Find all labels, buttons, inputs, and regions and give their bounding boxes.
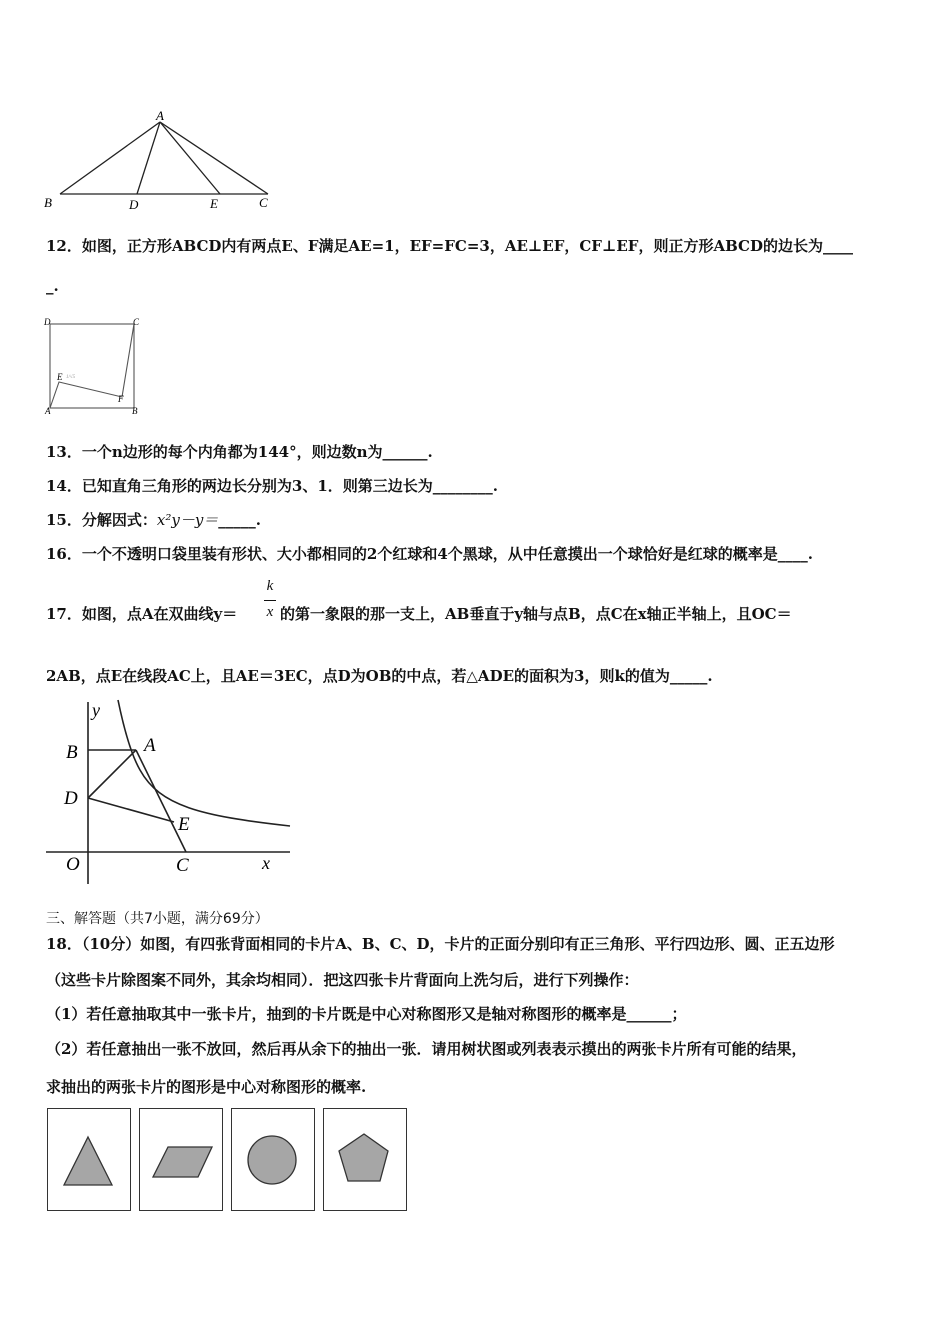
section-heading: 三、解答题（共7小题，满分69分） [46, 911, 269, 927]
question-18-line4: （2）若任意抽出一张不放回，然后再从余下的抽出一张．请用树状图或列表表示摸出的两张卡片所有可能的结果， [46, 1040, 807, 1058]
label-b: B [66, 742, 78, 763]
square-figure [40, 314, 150, 420]
parallelogram-icon [140, 1109, 222, 1210]
fraction-denominator: x [266, 604, 274, 620]
question-12-line2: _. [46, 277, 59, 295]
label-f: F [118, 394, 124, 404]
label-a: A [156, 108, 164, 123]
question-15-blank: _____. [218, 511, 262, 529]
label-o: O [66, 854, 80, 875]
question-18-line3: （1）若任意抽取其中一张卡片，抽到的卡片既是中心对称图形又是轴对称图形的概率是______； [46, 1005, 687, 1023]
label-e: E [178, 814, 190, 835]
pentagon-icon [324, 1109, 406, 1210]
question-18-line2: （这些卡片除图案不同外，其余均相同）．把这四张卡片背面向上洗匀后，进行下列操作： [46, 971, 639, 989]
question-17-line2: 2AB，点E在线段AC上，且AE＝3EC，点D为OB的中点，若△ADE的面积为3，则k的值为_____. [46, 667, 713, 685]
question-15 [46, 510, 261, 530]
label-c: C [133, 317, 140, 327]
question-18-line5: 求抽出的两张卡片的图形是中心对称图形的概率. [46, 1078, 367, 1096]
triangle-figure [40, 108, 280, 214]
question-18-line1: 18．（10分）如图，有四张背面相同的卡片A、B、C、D，卡片的正面分别印有正三角形、平行四边形、圆、正五边形 [46, 935, 835, 953]
card-c [231, 1108, 315, 1211]
axis-label-y: y [92, 700, 100, 720]
small-mark: 1/√5 [66, 375, 76, 380]
question-12-line1: 12．如图，正方形ABCD内有两点E、F满足AE=1，EF=FC=3，AE⊥EF，CF⊥EF，则正方形ABCD的边长为____ [46, 237, 853, 255]
label-c: C [176, 855, 189, 876]
label-c: C [259, 195, 268, 210]
fraction-bar [264, 600, 276, 601]
label-a: A [45, 406, 51, 416]
label-b: B [132, 406, 138, 416]
question-15-prefix: 15．分解因式： [46, 511, 157, 529]
label-b: B [44, 195, 52, 210]
question-14: 14．已知直角三角形的两边长分别为3、1．则第三边长为________. [46, 477, 498, 495]
hyperbola-figure [40, 694, 300, 889]
card-a [47, 1108, 131, 1211]
label-a: A [144, 735, 156, 756]
triangle-icon [48, 1109, 130, 1210]
card-d [323, 1108, 407, 1211]
question-13: 13．一个n边形的每个内角都为144°，则边数n为______. [46, 443, 433, 461]
label-e: E [57, 372, 63, 382]
label-d: D [64, 788, 78, 809]
question-17-part-a: 17．如图，点A在双曲线y＝ [46, 605, 238, 623]
question-16: 16．一个不透明口袋里装有形状、大小都相同的2个红球和4个黑球，从中任意摸出一个球恰好是红球的概率是____. [46, 545, 813, 563]
question-17-part-b: 的第一象限的那一支上，AB垂直于y轴与点B，点C在x轴正半轴上，且OC＝ [280, 605, 792, 623]
label-d: D [44, 317, 51, 327]
circle-icon [232, 1109, 314, 1210]
question-15-expression: x²y－y＝ [156, 511, 219, 529]
axis-label-x: x [262, 853, 270, 873]
fraction-numerator: k [266, 578, 274, 594]
card-b [139, 1108, 223, 1211]
label-d: D [129, 197, 139, 212]
label-e: E [210, 196, 218, 211]
